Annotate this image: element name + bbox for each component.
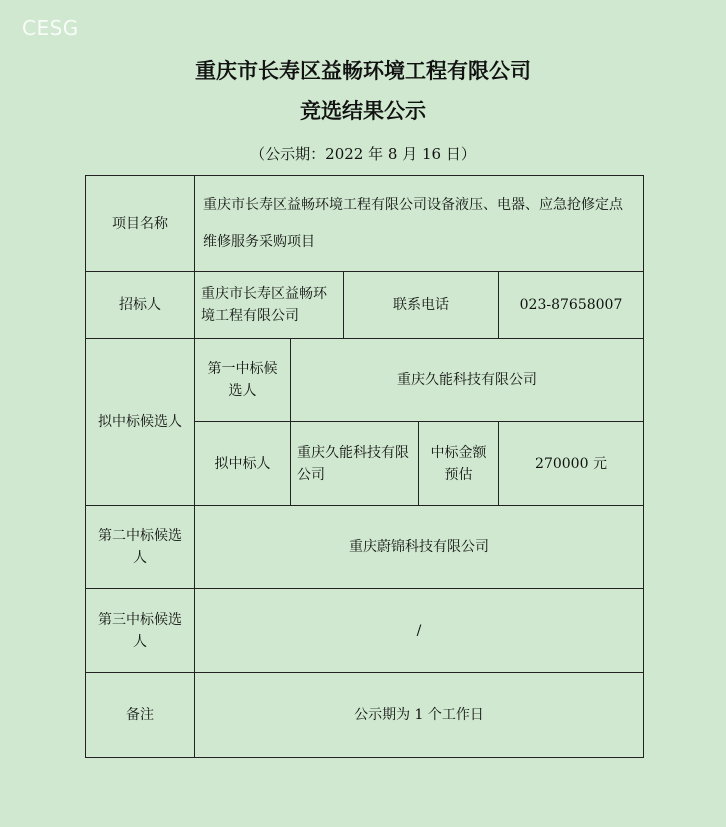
document-title: 重庆市长寿区益畅环境工程有限公司 <box>195 59 531 83</box>
first-candidate-value: 重庆久能科技有限公司 <box>291 339 644 422</box>
result-table <box>85 175 644 758</box>
table-row-tenderer <box>86 272 644 339</box>
table-row-first-candidate <box>86 339 644 422</box>
publish-date: （公示期：2022 年 8 月 16 日） <box>250 145 476 163</box>
proposed-winner-label: 拟中标人 <box>195 422 291 506</box>
proposed-candidates-label: 拟中标候选人 <box>86 339 195 506</box>
project-name-label: 项目名称 <box>86 176 195 272</box>
bid-amount-value: 270000 元 <box>499 422 644 506</box>
proposed-winner-value: 重庆久能科技有限公司 <box>291 422 419 506</box>
tenderer-value: 重庆市长寿区益畅环境工程有限公司 <box>195 272 344 339</box>
project-name-value: 重庆市长寿区益畅环境工程有限公司设备液压、电器、应急抢修定点维修服务采购项目 <box>195 176 644 272</box>
remarks-label: 备注 <box>86 673 195 758</box>
contact-value: 023-87658007 <box>499 272 644 339</box>
remarks-value: 公示期为 1 个工作日 <box>195 673 644 758</box>
third-candidate-label: 第三中标候选人 <box>86 589 195 673</box>
tenderer-label: 招标人 <box>86 272 195 339</box>
contact-label: 联系电话 <box>344 272 499 339</box>
watermark: CESG <box>22 16 79 40</box>
bid-amount-label: 中标金额预估 <box>419 422 499 506</box>
first-candidate-label: 第一中标候选人 <box>195 339 291 422</box>
second-candidate-value: 重庆蔚锦科技有限公司 <box>195 506 644 589</box>
table-row-project <box>86 176 644 272</box>
table-row-third-candidate <box>86 589 644 673</box>
second-candidate-label: 第二中标候选人 <box>86 506 195 589</box>
table-row-remarks <box>86 673 644 758</box>
table-row-second-candidate <box>86 506 644 589</box>
third-candidate-value: / <box>195 589 644 673</box>
document-subtitle: 竞选结果公示 <box>300 99 426 123</box>
